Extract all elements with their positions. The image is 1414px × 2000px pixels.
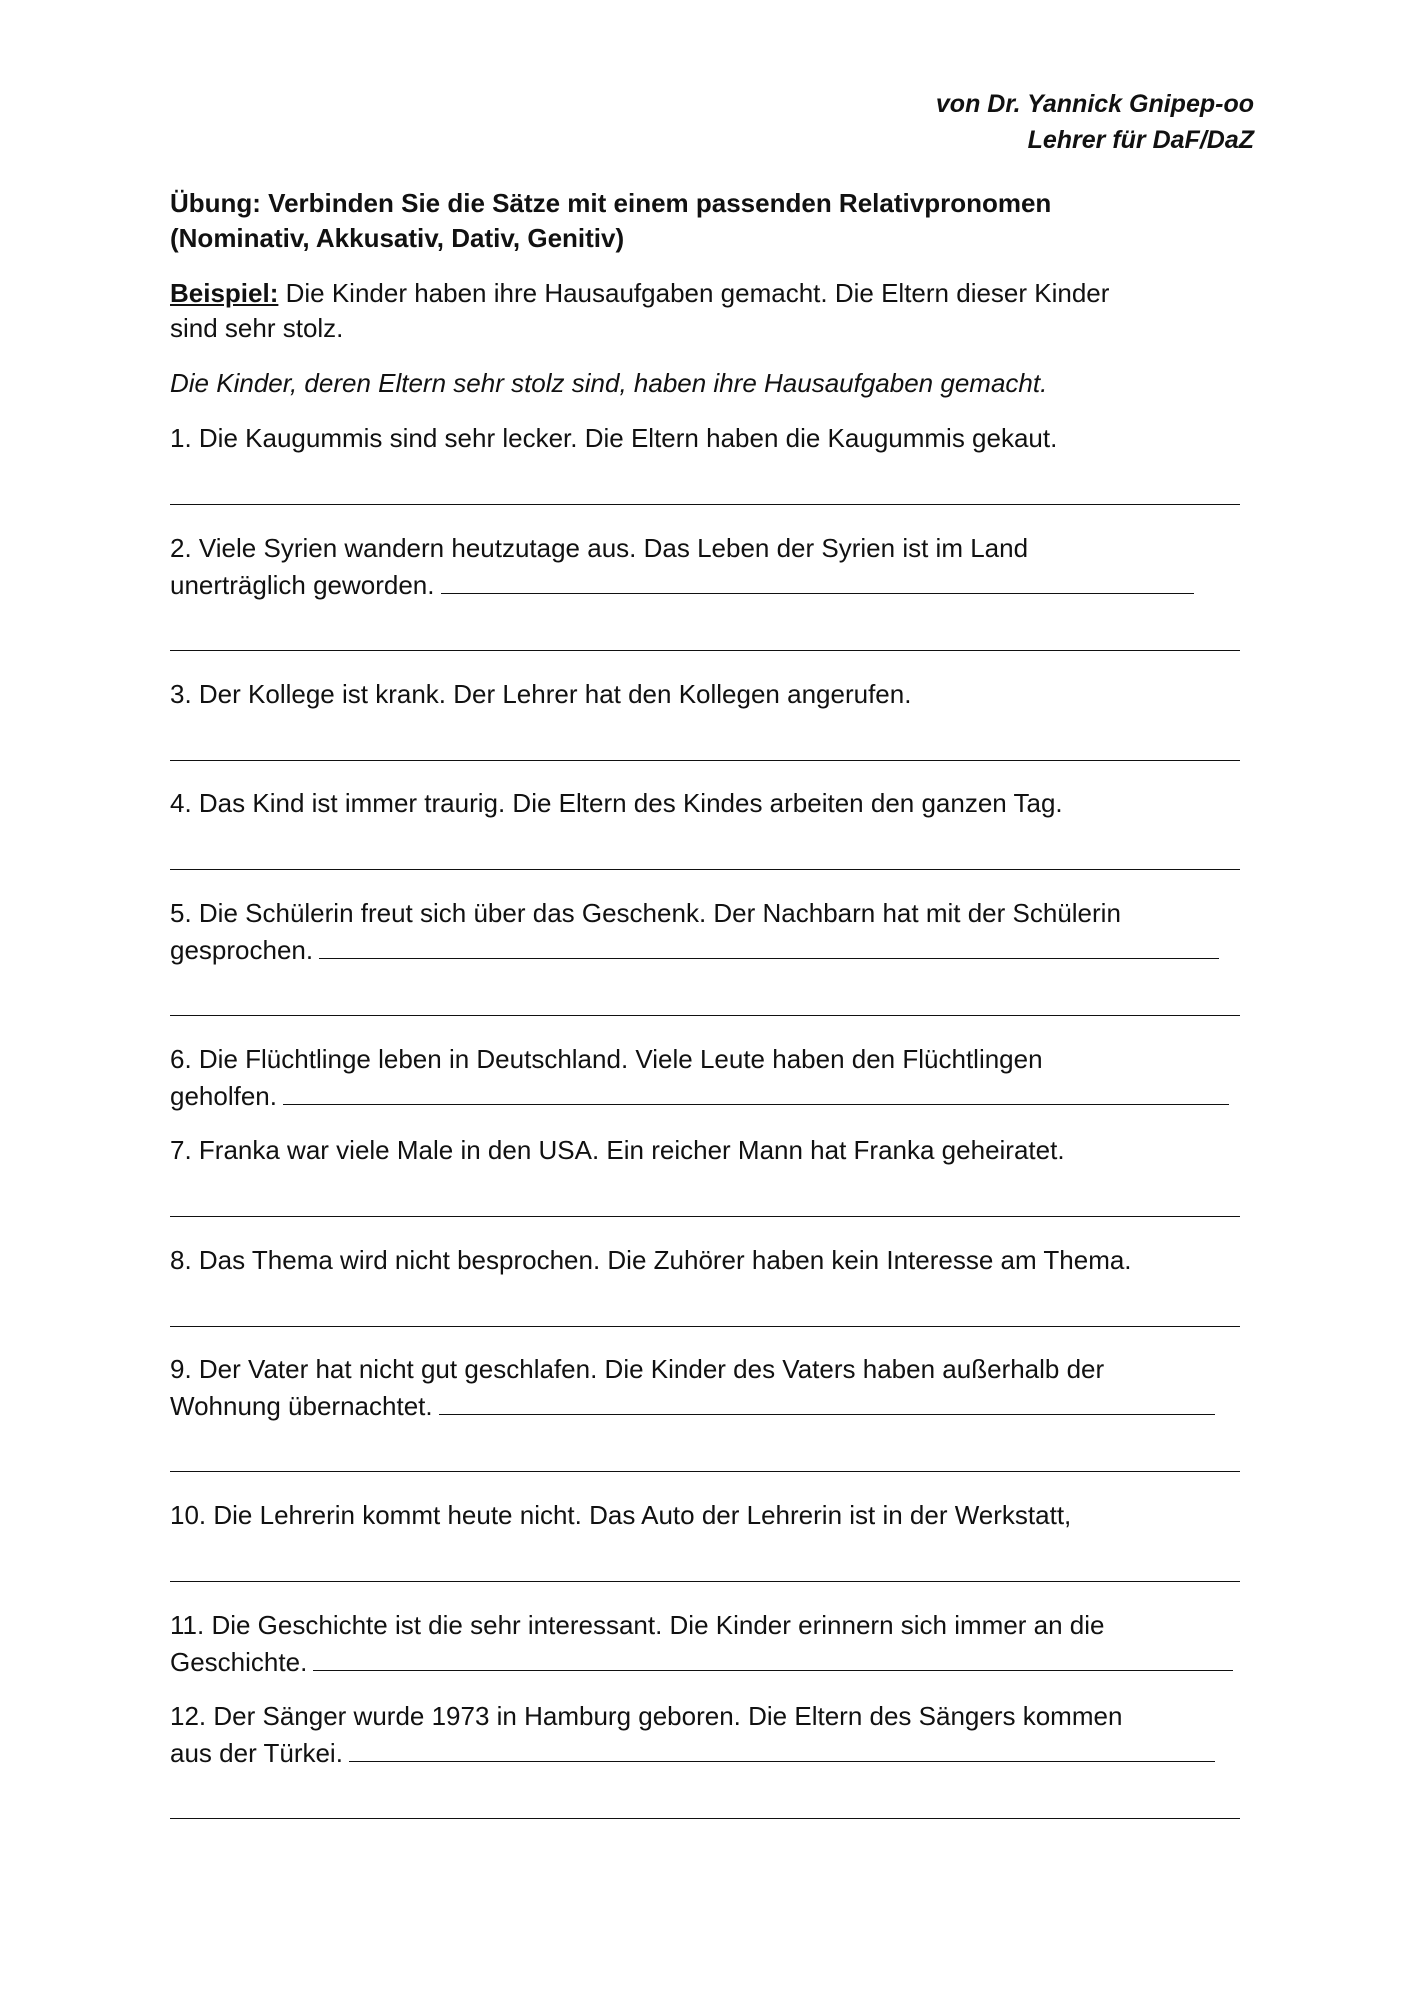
example-answer: Die Kinder, deren Eltern sehr stolz sind, haben ihre Hausaufgaben gemacht. <box>170 368 1048 398</box>
answer-blank-5[interactable] <box>319 931 1219 959</box>
item-text: 6. Die Flüchtlinge leben in Deutschland. Viele Leute haben den Flüchtlingen <box>170 1044 1043 1074</box>
exercise-title <box>170 186 1250 256</box>
item-text: 2. Viele Syrien wandern heutzutage aus. Das Leben der Syrien ist im Land <box>170 533 1029 563</box>
item-text: 11. Die Geschichte ist die sehr interessant. Die Kinder erinnern sich immer an die <box>170 1610 1105 1640</box>
author-name: von Dr. Yannick Gnipep-oo <box>935 90 1254 118</box>
answer-line-3[interactable] <box>170 760 1240 761</box>
exercise-item-9 <box>170 1352 1270 1424</box>
example-label: Beispiel: <box>170 278 279 308</box>
answer-blank-6[interactable] <box>283 1077 1229 1105</box>
answer-line-1[interactable] <box>170 504 1240 505</box>
item-text: 8. Das Thema wird nicht besprochen. Die Zuhörer haben kein Interesse am Thema. <box>170 1245 1132 1275</box>
exercise-item-8 <box>170 1243 1270 1278</box>
item-text: geholfen. <box>170 1081 277 1111</box>
exercise-item-6 <box>170 1042 1270 1114</box>
answer-line-8[interactable] <box>170 1326 1240 1327</box>
item-text: 9. Der Vater hat nicht gut geschlafen. Die Kinder des Vaters haben außerhalb der <box>170 1354 1105 1384</box>
item-text: 1. Die Kaugummis sind sehr lecker. Die Eltern haben die Kaugummis gekaut. <box>170 423 1058 453</box>
exercise-item-1 <box>170 421 1270 456</box>
item-text: unerträglich geworden. <box>170 570 435 600</box>
item-text: 12. Der Sänger wurde 1973 in Hamburg geboren. Die Eltern des Sängers kommen <box>170 1701 1123 1731</box>
item-text: Wohnung übernachtet. <box>170 1391 433 1421</box>
example-text-line2: sind sehr stolz. <box>170 313 344 343</box>
item-text: aus der Türkei. <box>170 1738 343 1768</box>
exercise-item-3 <box>170 677 1270 712</box>
answer-line-12[interactable] <box>170 1818 1240 1819</box>
exercise-title-line2: (Nominativ, Akkusativ, Dativ, Genitiv) <box>170 223 625 253</box>
item-text: 5. Die Schülerin freut sich über das Geschenk. Der Nachbarn hat mit der Schülerin <box>170 898 1121 928</box>
exercise-item-12 <box>170 1699 1270 1771</box>
answer-line-10[interactable] <box>170 1581 1240 1582</box>
exercise-item-10 <box>170 1498 1270 1533</box>
exercise-item-2 <box>170 531 1270 603</box>
author-block <box>936 86 1254 158</box>
item-text: gesprochen. <box>170 935 314 965</box>
exercise-title-line1: Übung: Verbinden Sie die Sätze mit einem passenden Relativpronomen <box>170 188 1052 218</box>
exercise-item-7 <box>170 1133 1270 1168</box>
item-text: 4. Das Kind ist immer traurig. Die Eltern des Kindes arbeiten den ganzen Tag. <box>170 788 1063 818</box>
answer-line-7[interactable] <box>170 1216 1240 1217</box>
item-text: 3. Der Kollege ist krank. Der Lehrer hat den Kollegen angerufen. <box>170 679 912 709</box>
exercise-item-5 <box>170 896 1270 968</box>
answer-blank-9[interactable] <box>439 1387 1215 1415</box>
example-text-line1: Die Kinder haben ihre Hausaufgaben gemacht. Die Eltern dieser Kinder <box>278 278 1110 308</box>
item-text: Geschichte. <box>170 1647 308 1677</box>
answer-blank-11[interactable] <box>313 1643 1233 1671</box>
answer-blank-2[interactable] <box>441 566 1194 594</box>
answer-line-5[interactable] <box>170 1015 1240 1016</box>
author-role: Lehrer für DaF/DaZ <box>1027 126 1254 154</box>
answer-blank-12[interactable] <box>349 1734 1215 1762</box>
example-block <box>170 276 1250 346</box>
item-text: 7. Franka war viele Male in den USA. Ein reicher Mann hat Franka geheiratet. <box>170 1135 1065 1165</box>
item-text: 10. Die Lehrerin kommt heute nicht. Das Auto der Lehrerin ist in der Werkstatt, <box>170 1500 1072 1530</box>
exercise-item-11 <box>170 1608 1270 1680</box>
answer-line-9[interactable] <box>170 1471 1240 1472</box>
answer-line-4[interactable] <box>170 869 1240 870</box>
answer-line-2[interactable] <box>170 650 1240 651</box>
exercise-item-4 <box>170 786 1270 821</box>
